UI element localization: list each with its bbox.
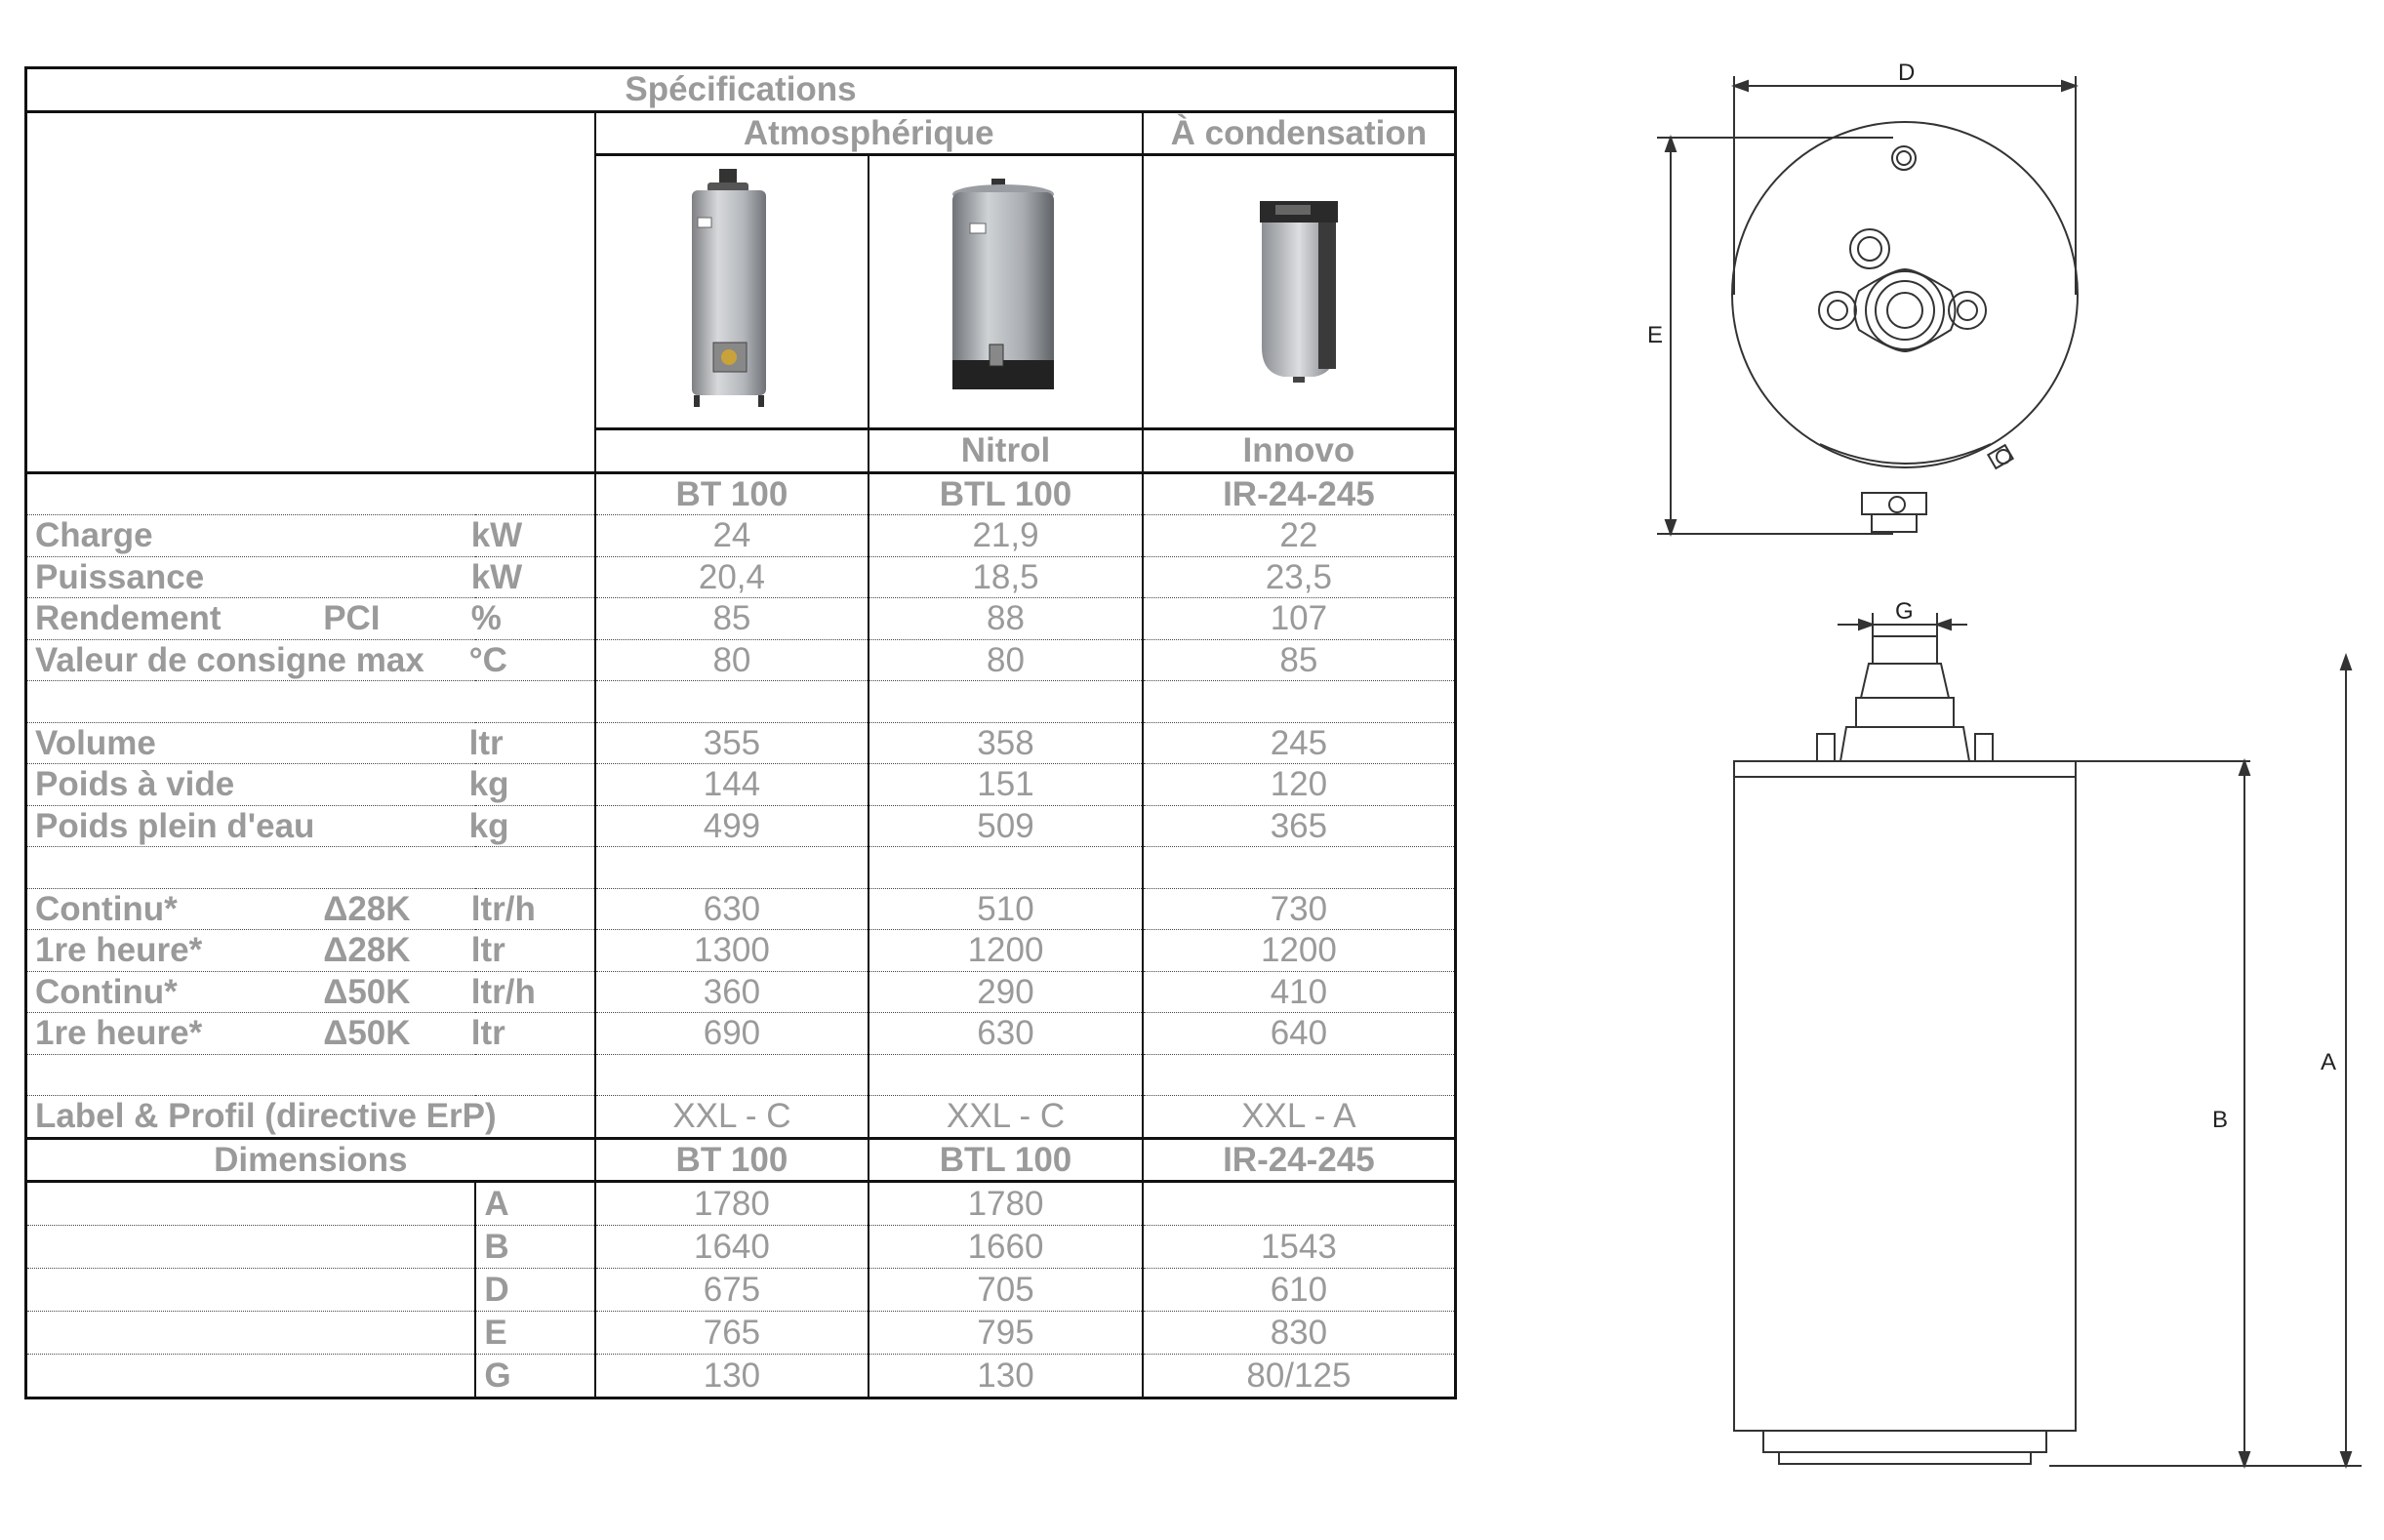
row-continu-50k: Continu* Δ50K ltr/h 360 290 410 bbox=[26, 971, 1456, 1013]
top-view-drawing bbox=[1657, 76, 2078, 534]
row-poids-vide: Poids à vide kg 144 151 120 bbox=[26, 764, 1456, 806]
model-btl100: BTL 100 bbox=[869, 472, 1143, 515]
brand-ir24245: Innovo bbox=[1143, 429, 1456, 473]
dim-label-e: E bbox=[1647, 322, 1664, 348]
row-volume: Volume ltr 355 358 245 bbox=[26, 722, 1456, 764]
dim-label-g: G bbox=[1895, 598, 1914, 625]
spec-title: Spécifications bbox=[26, 68, 1456, 112]
model-bt100: BT 100 bbox=[595, 472, 869, 515]
row-charge: Charge kW 24 21,9 22 bbox=[26, 515, 1456, 557]
dim-label-a: A bbox=[2321, 1049, 2337, 1075]
row-dim-b: B 1640 1660 1543 bbox=[26, 1226, 1456, 1269]
row-dim-a: A 1780 1780 bbox=[26, 1182, 1456, 1226]
side-view-drawing bbox=[1734, 613, 2362, 1466]
row-dim-d: D 675 705 610 bbox=[26, 1269, 1456, 1312]
group-condensing: À condensation bbox=[1143, 111, 1456, 155]
row-label-profil: Label & Profil (directive ErP) XXL - C XXL - C XXL - A bbox=[26, 1096, 1456, 1139]
row-dimensions-header: Dimensions BT 100 BTL 100 IR-24-245 bbox=[26, 1138, 1456, 1182]
row-puissance: Puissance kW 20,4 18,5 23,5 bbox=[26, 556, 1456, 598]
row-dim-e: E 765 795 830 bbox=[26, 1312, 1456, 1355]
row-rendement: Rendement PCI % 85 88 107 bbox=[26, 598, 1456, 640]
row-valeur-consigne: Valeur de consigne max °C 80 80 85 bbox=[26, 639, 1456, 681]
dimensions-title: Dimensions bbox=[26, 1138, 595, 1182]
row-continu-28k: Continu* Δ28K ltr/h 630 510 730 bbox=[26, 888, 1456, 930]
row-1re-heure-28k: 1re heure* Δ28K ltr 1300 1200 1200 bbox=[26, 930, 1456, 972]
brand-btl100: Nitrol bbox=[869, 429, 1143, 473]
model-ir24245: IR-24-245 bbox=[1143, 472, 1456, 515]
row-poids-plein: Poids plein d'eau kg 499 509 365 bbox=[26, 805, 1456, 847]
dim-label-b: B bbox=[2212, 1107, 2229, 1133]
row-1re-heure-50k: 1re heure* Δ50K ltr 690 630 640 bbox=[26, 1013, 1456, 1055]
row-dim-g: G 130 130 80/125 bbox=[26, 1355, 1456, 1398]
group-atmospheric: Atmosphérique bbox=[595, 111, 1143, 155]
dim-label-d: D bbox=[1898, 60, 1916, 86]
